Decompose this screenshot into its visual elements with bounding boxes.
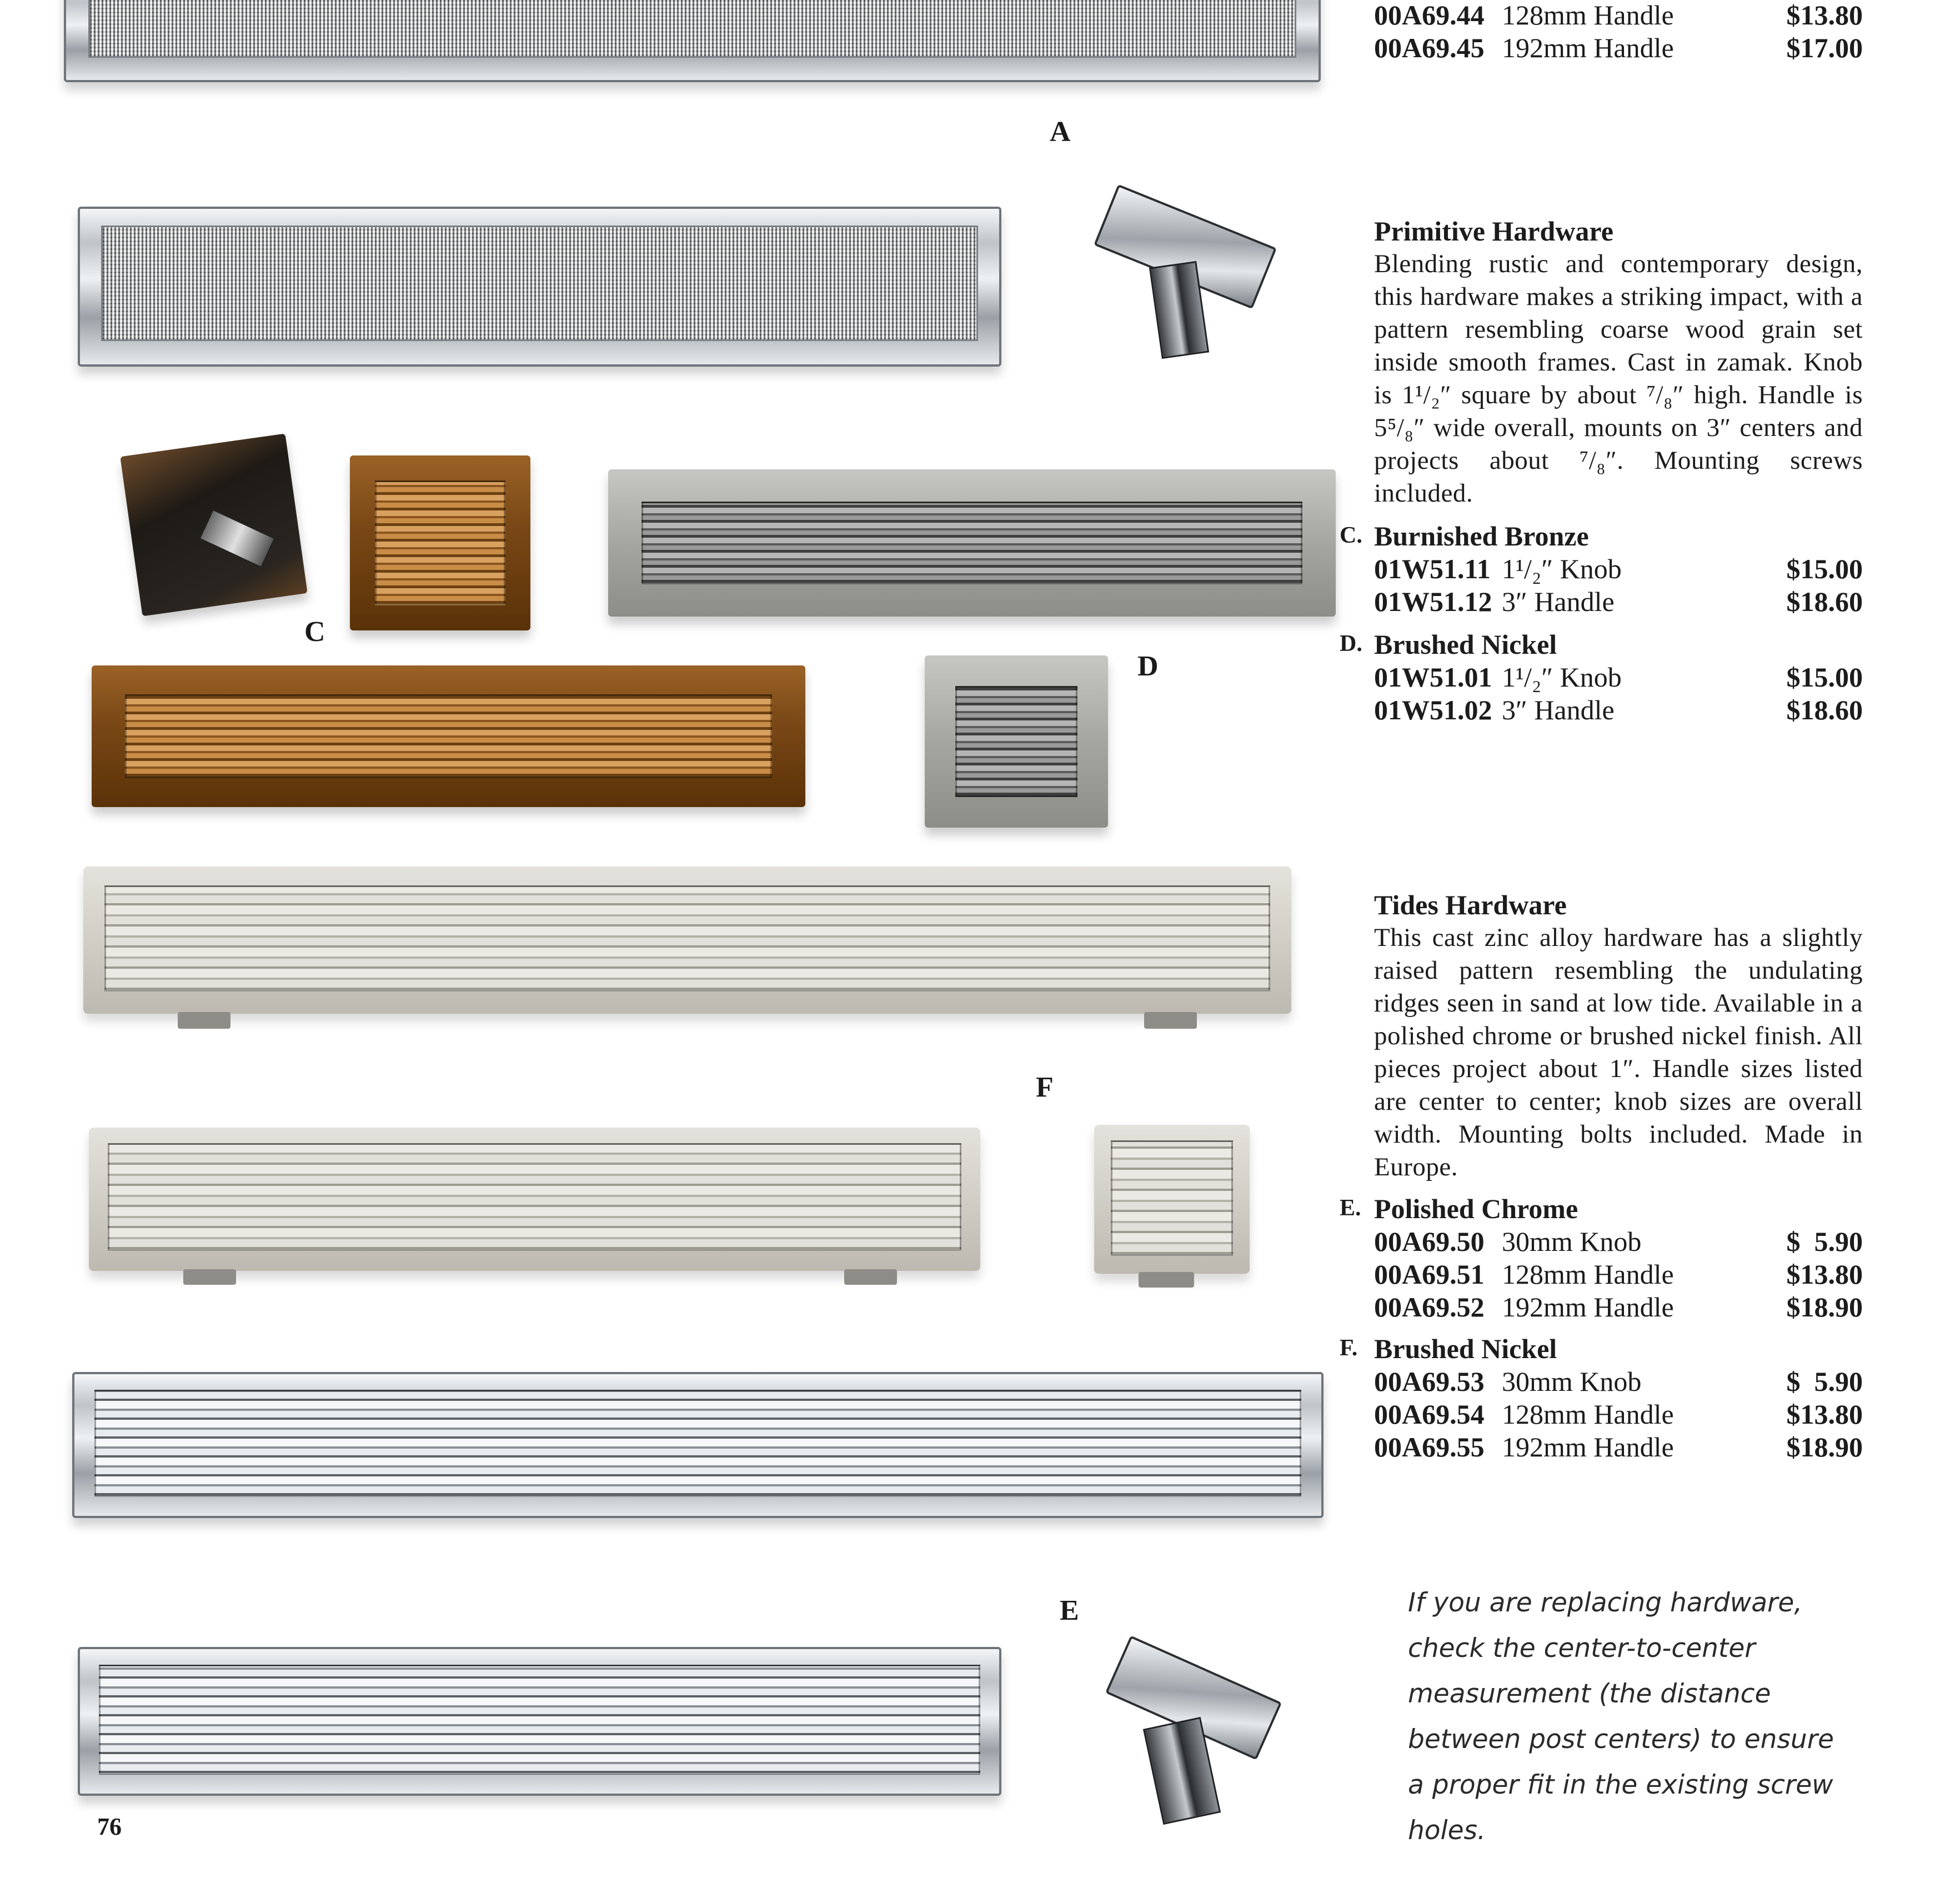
photo-label-d: D — [1137, 650, 1159, 682]
item-description: 128mm Handle — [1502, 1259, 1674, 1290]
photo-d-handle — [608, 469, 1336, 617]
price-row — [1374, 1225, 1863, 1258]
sku: 00A69.54 — [1374, 1399, 1485, 1430]
item-description: 3″ Handle — [1502, 586, 1615, 617]
price-row — [1374, 32, 1863, 64]
price-row — [1374, 1365, 1863, 1398]
item-description: 192mm Handle — [1502, 32, 1674, 63]
price: $18.60 — [1786, 586, 1863, 617]
price: $ 5.90 — [1786, 1226, 1863, 1257]
price-row — [1374, 0, 1863, 32]
price-row — [1374, 661, 1863, 694]
photo-label-a: A — [1050, 116, 1071, 148]
photo-label-e: E — [1060, 1595, 1079, 1626]
photo-label-f: F — [1036, 1071, 1054, 1103]
photo-e-long-handle — [72, 1372, 1324, 1518]
finish-name: Burnished Bronze — [1374, 520, 1589, 552]
page-number: 76 — [97, 1813, 122, 1840]
price: $17.00 — [1786, 32, 1863, 63]
price-row — [1374, 553, 1863, 585]
section-description: Blending rustic and contemporary design, this hardware makes a striking impact, with a pattern resembling coarse wood grain set inside smooth frames. Cast in zamak. Knob is 1¹/₂″ square by about ⁷/₈″ high. Handle is 5⁵/₈″ wide overall, mounts on 3″ centers and projects about ⁷/₈″. Mounting screws included. — [1374, 249, 1863, 508]
photo-e-knob — [1097, 1644, 1291, 1827]
section-title: Primitive Hardware — [1374, 216, 1613, 247]
sku: 00A69.52 — [1374, 1291, 1485, 1323]
price: $15.00 — [1786, 662, 1863, 693]
finish-letter: E. — [1340, 1195, 1361, 1221]
photo-d-knob — [925, 655, 1108, 828]
section-title: Tides Hardware — [1374, 889, 1567, 920]
sku: 00A69.45 — [1374, 32, 1485, 63]
item-description: 128mm Handle — [1502, 1399, 1674, 1430]
photo-a-short-handle — [78, 207, 1001, 367]
primitive-hardware-section — [1340, 215, 1863, 727]
photo-f-knob — [1094, 1125, 1250, 1274]
photo-c-knob-back — [125, 428, 308, 622]
replacement-tip: If you are replacing hardware, check the center-to-center measurement (the distance between post centers) to ensure a proper fit in the existing screw holes. — [1408, 1587, 1834, 1846]
price: $18.90 — [1786, 1431, 1863, 1463]
section-description: This cast zinc alloy hardware has a slightly raised pattern resembling the undulating ridges seen in sand at low tide. Available in a polished chrome or brushed nickel finish. All pieces project about 1″. Handle sizes listed are center to center; knob sizes are overall width. Mounting bolts included. Made in Europe. — [1374, 923, 1863, 1181]
price-row — [1374, 1398, 1863, 1431]
sku: 01W51.01 — [1374, 662, 1492, 693]
photo-c-handle — [92, 665, 805, 807]
photo-a-knob — [1089, 197, 1283, 375]
price: $15.00 — [1786, 553, 1863, 584]
price: $18.90 — [1786, 1291, 1863, 1323]
top-price-list — [1374, 0, 1863, 64]
price: $13.80 — [1786, 1399, 1863, 1430]
price: $18.60 — [1786, 694, 1863, 725]
sku: 00A69.44 — [1374, 0, 1485, 31]
photo-f-short-handle — [89, 1128, 980, 1271]
finish-letter: D. — [1340, 631, 1362, 657]
item-description: 1¹/₂″ Knob — [1502, 662, 1622, 693]
item-description: 192mm Handle — [1502, 1291, 1674, 1323]
price: $13.80 — [1786, 1259, 1863, 1290]
photo-f-post — [1144, 1012, 1197, 1029]
item-description: 1¹/₂″ Knob — [1502, 553, 1622, 584]
photo-f-post — [183, 1269, 236, 1285]
finish-name: Polished Chrome — [1374, 1193, 1578, 1224]
sku: 00A69.55 — [1374, 1431, 1485, 1463]
item-description: 3″ Handle — [1502, 694, 1615, 725]
sku: 00A69.50 — [1374, 1226, 1485, 1257]
price-row — [1374, 1431, 1863, 1464]
item-description: 30mm Knob — [1502, 1226, 1642, 1257]
photo-f-post — [178, 1012, 230, 1029]
finish-name: Brushed Nickel — [1374, 1333, 1557, 1364]
price-row — [1374, 585, 1863, 618]
photo-a-long-handle — [64, 0, 1321, 82]
finish-group — [1340, 1193, 1863, 1324]
photo-e-short-handle — [78, 1647, 1001, 1796]
price-row — [1374, 1258, 1863, 1291]
item-description: 192mm Handle — [1502, 1431, 1674, 1463]
item-description: 128mm Handle — [1502, 0, 1674, 31]
finish-group — [1340, 520, 1863, 618]
finish-name: Brushed Nickel — [1374, 629, 1557, 660]
price-row — [1374, 1291, 1863, 1324]
sku: 01W51.11 — [1374, 553, 1491, 584]
photo-f-post — [1139, 1272, 1194, 1288]
photo-label-c: C — [304, 616, 325, 648]
finish-letter: F. — [1340, 1335, 1358, 1361]
photo-c-knob-front — [350, 455, 530, 630]
photo-f-post — [844, 1269, 897, 1285]
tides-hardware-section — [1340, 889, 1863, 1464]
item-description: 30mm Knob — [1502, 1366, 1642, 1397]
price-row — [1374, 694, 1863, 727]
price: $13.80 — [1786, 0, 1863, 31]
finish-group — [1340, 628, 1863, 727]
price: $ 5.90 — [1786, 1366, 1863, 1397]
sku: 00A69.53 — [1374, 1366, 1485, 1397]
photo-f-long-handle — [83, 867, 1291, 1014]
sku: 00A69.51 — [1374, 1259, 1485, 1290]
finish-letter: C. — [1340, 523, 1362, 548]
sku: 01W51.12 — [1374, 586, 1492, 617]
sku: 01W51.02 — [1374, 694, 1492, 725]
finish-group — [1340, 1333, 1863, 1464]
